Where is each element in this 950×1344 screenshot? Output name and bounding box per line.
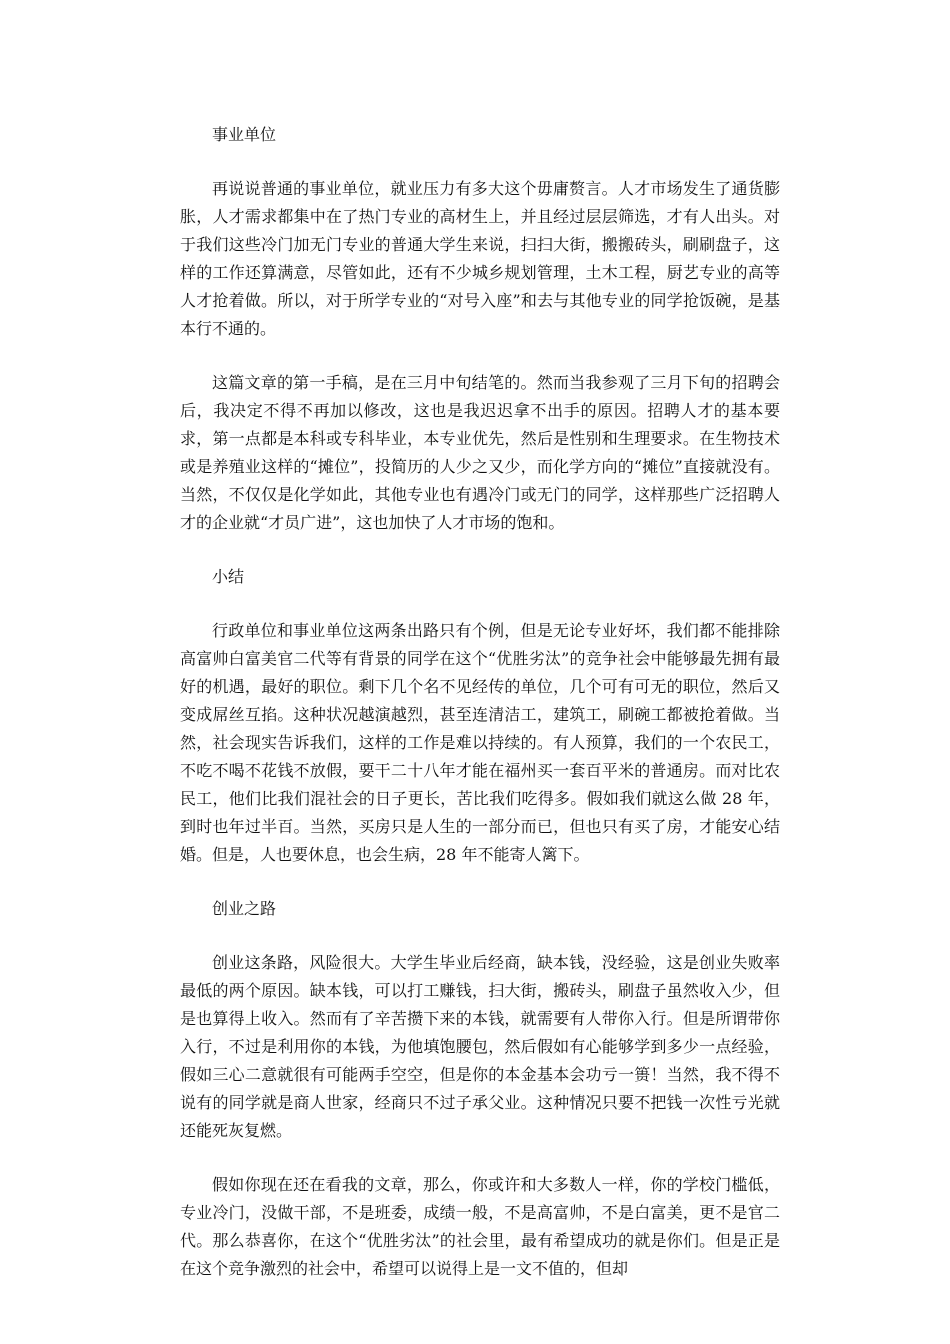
section-heading-entrepreneurship: 创业之路: [212, 899, 277, 918]
paragraph: 这篇文章的第一手稿，是在三月中旬结笔的。然而当我参观了三月下旬的招聘会后，我决定不得不再加以修改，这也是我迟迟拿不出手的原因。招聘人才的基本要求，第一点都是本科或专科毕业，本专业优先，然后是性别和生理要求。在生物技术或是养殖业这样的“摊位”，投简历的人少之又少，而化学方向的“摊位”直接就没有。当然，不仅仅是化学如此，其他专业也有遇冷门或无门的同学，这样那些广泛招聘人才的企业就“才员广进”，这也加快了人才市场的饱和。: [180, 373, 780, 532]
paragraph: 假如你现在还在看我的文章，那么，你或许和大多数人一样，你的学校门槛低，专业冷门，没做干部，不是班委，成绩一般，不是高富帅，不是白富美，更不是官二代。那么恭喜你，在这个“优胜劣汰”的社会里，最有希望成功的就是你们。但是正是在这个竞争激烈的社会中，希望可以说得上是一文不值的，但却: [180, 1175, 780, 1278]
document-body: [180, 121, 780, 1309]
paragraph: 行政单位和事业单位这两条出路只有个例，但是无论专业好坏，我们都不能排除高富帅白富美官二代等有背景的同学在这个“优胜劣汰”的竞争社会中能够最先拥有最好的机遇，最好的职位。剩下几个名不见经传的单位，几个可有可无的职位，然后又变成屌丝互掐。这种状况越演越烈，甚至连清洁工，建筑工，刷碗工都被抢着做。当然，社会现实告诉我们，这样的工作是难以持续的。有人预算，我们的一个农民工，不吃不喝不花钱不放假，要干二十八年才能在福州买一套百平米的普通房。而对比农民工，他们比我们混社会的日子更长，苦比我们吃得多。假如我们就这么做 28 年，到时也年过半百。当然，买房只是人生的一部分而已，但也只有买了房，才能安心结婚。但是，人也要休息，也会生病，28 年不能寄人篱下。: [180, 621, 780, 864]
paragraph: 创业这条路，风险很大。大学生毕业后经商，缺本钱，没经验，这是创业失败率最低的两个原因。缺本钱，可以打工赚钱，扫大街，搬砖头，刷盘子虽然收入少，但是也算得上收入。然而有了辛苦攒下来的本钱，就需要有人带你入行。但是所谓带你入行，不过是利用你的本钱，为他填饱腰包，然后假如有心能够学到多少一点经验，假如三心二意就很有可能两手空空，但是你的本金基本会功亏一篑！当然，我不得不说有的同学就是商人世家，经商只不过子承父业。这种情况只要不把钱一次性亏光就还能死灰复燃。: [180, 953, 780, 1140]
section-heading-institutions: 事业单位: [212, 125, 277, 144]
section-heading-summary: 小结: [212, 567, 245, 586]
paragraph: 再说说普通的事业单位，就业压力有多大这个毋庸赘言。人才市场发生了通货膨胀，人才需求都集中在了热门专业的高材生上，并且经过层层筛选，才有人出头。对于我们这些冷门加无门专业的普通大学生来说，扫扫大街，搬搬砖头，刷刷盘子，这样的工作还算满意，尽管如此，还有不少城乡规划管理，土木工程，厨艺专业的高等人才抢着做。所以，对于所学专业的“对号入座”和去与其他专业的同学抢饭碗，是基本行不通的。: [180, 179, 780, 338]
